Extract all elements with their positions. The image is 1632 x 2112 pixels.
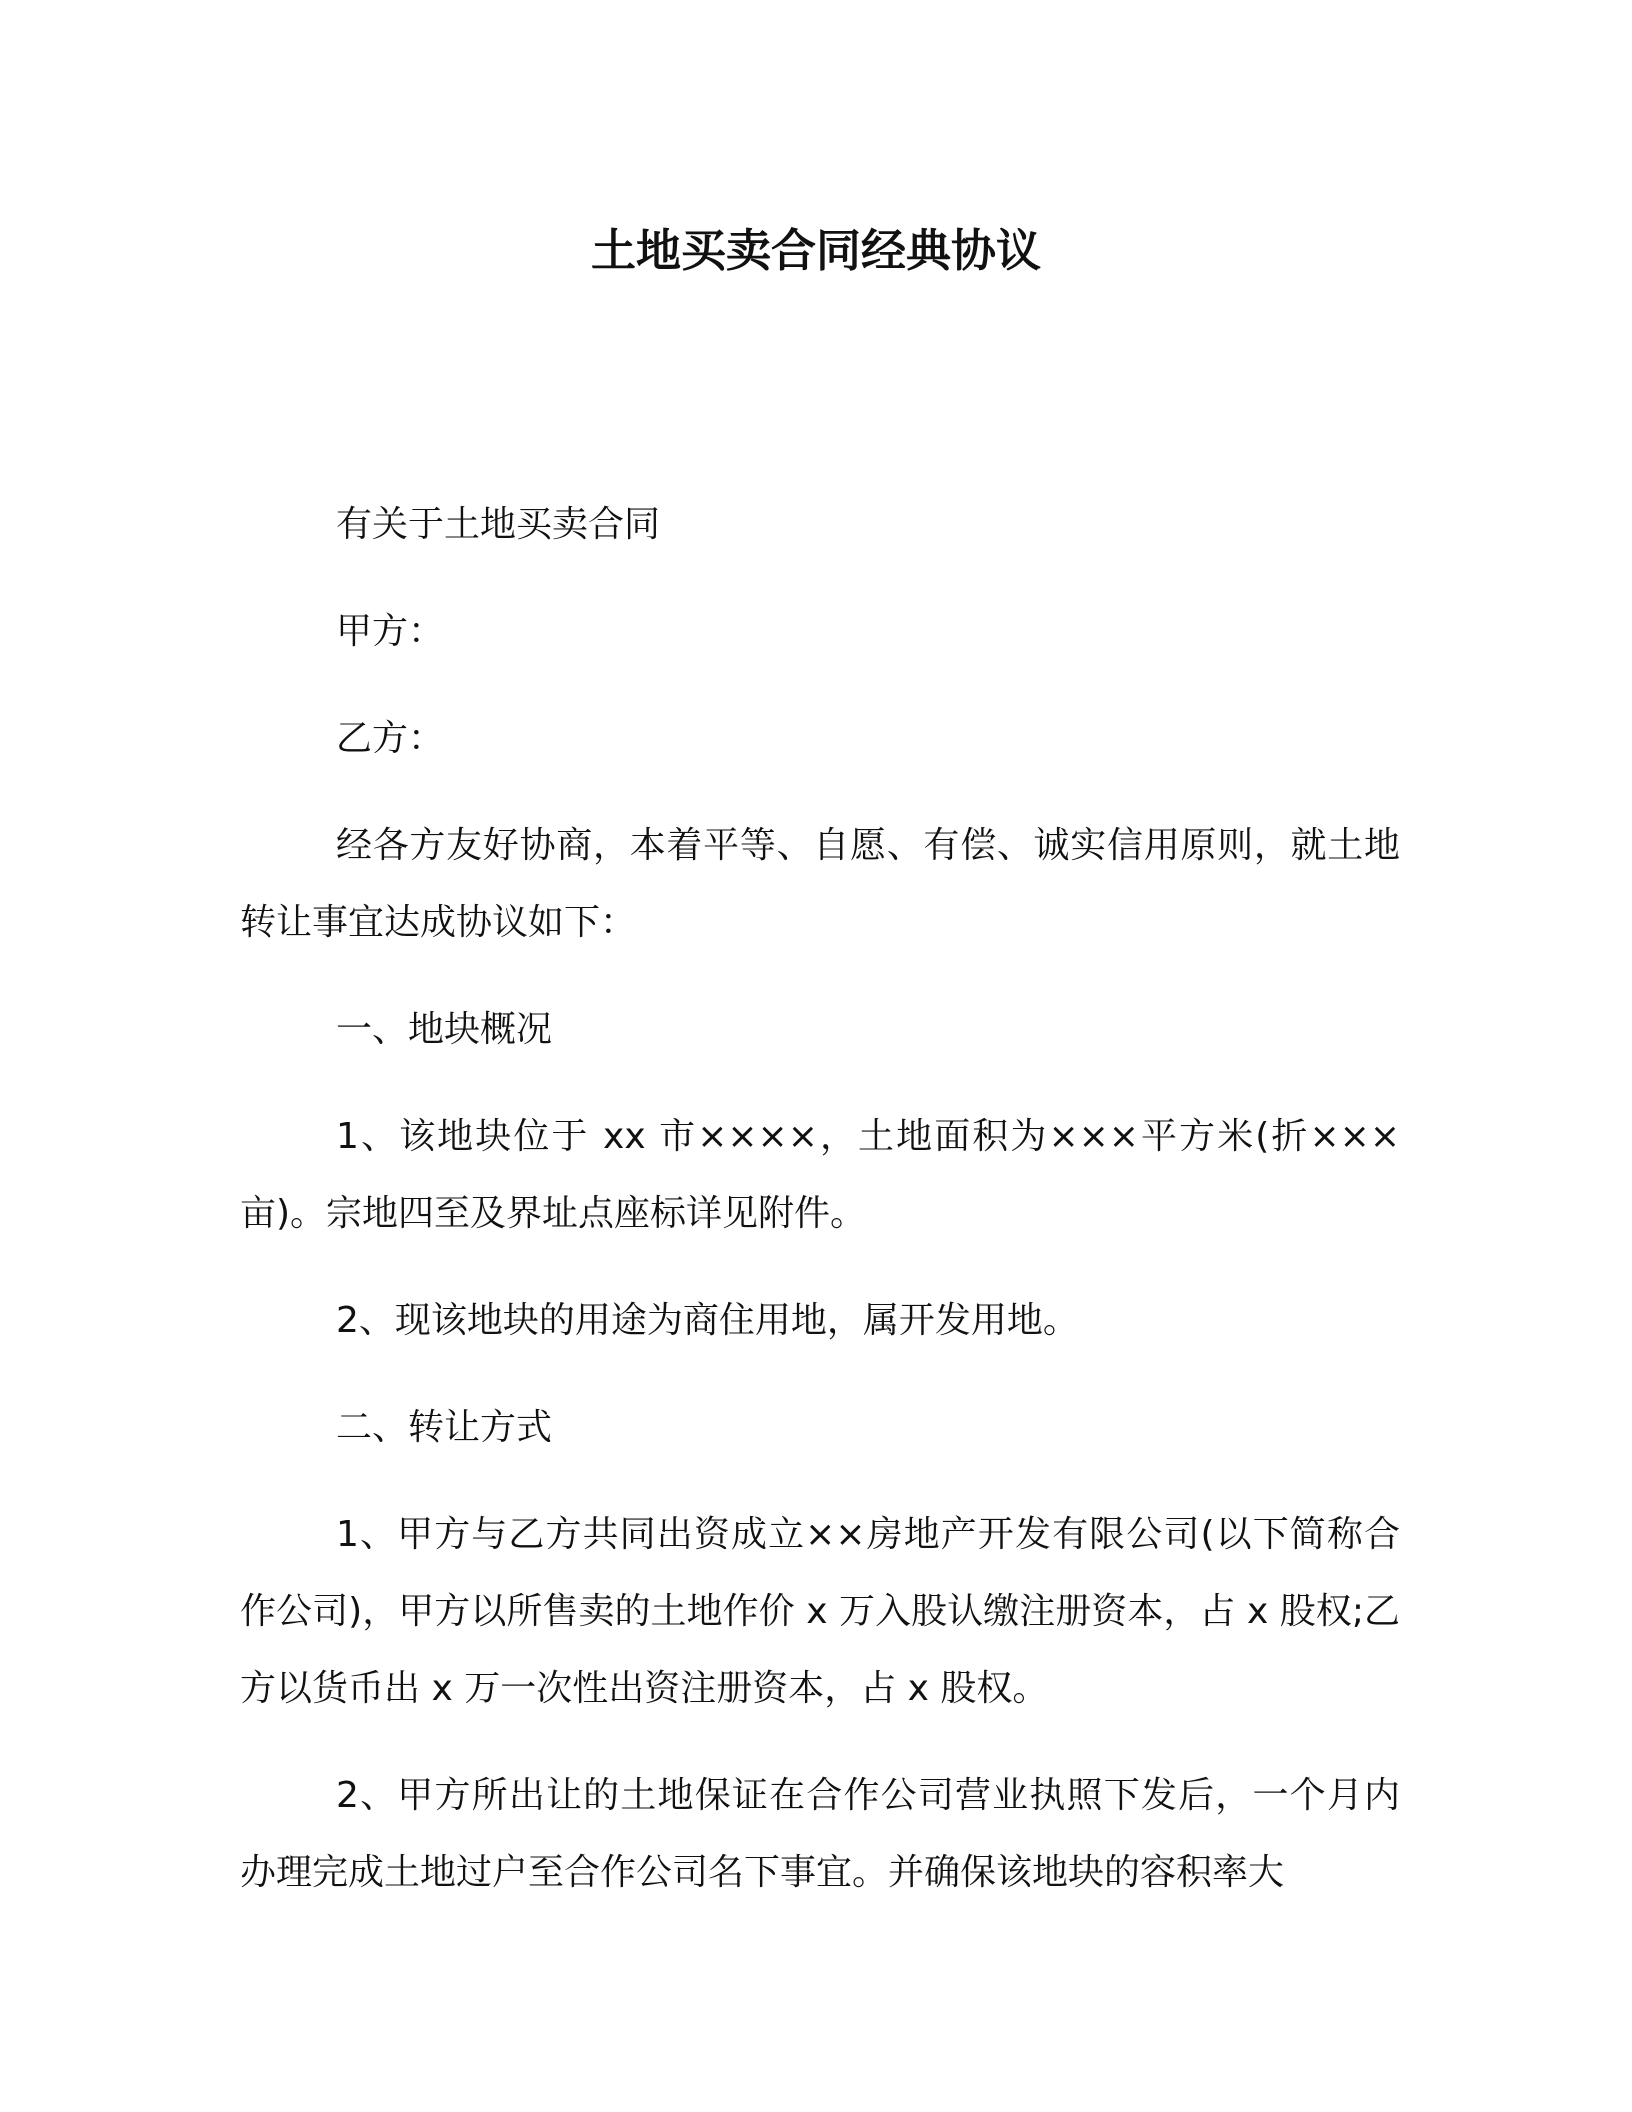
paragraph-party-b: 乙方： [336,718,445,759]
paragraph-intro: 有关于土地买卖合同 [336,504,661,545]
paragraph-preamble: 经各方友好协商，本着平等、自愿、有偿、诚实信用原则，就土地转让事宜达成协议如下： [240,825,1400,943]
document-title: 土地买卖合同经典协议 [590,224,1041,277]
clause-2-2: 2、甲方所出让的土地保证在合作公司营业执照下发后，一个月内办理完成土地过户至合作公司名下事宜。并确保该地块的容积率大 [240,1775,1400,1893]
section-heading-1: 一、地块概况 [336,1009,553,1050]
clause-1-2: 2、现该地块的用途为商住用地，属开发用地。 [336,1300,1079,1341]
clause-1-1: 1、该地块位于 xx 市××××，土地面积为×××平方米(折×××亩)。宗地四至及界址点座标详见附件。 [240,1116,1400,1234]
document-body [240,486,1400,1941]
paragraph-party-a: 甲方： [336,611,445,652]
clause-2-1: 1、甲方与乙方共同出资成立××房地产开发有限公司(以下简称合作公司)，甲方以所售卖的土地作价 x 万入股认缴注册资本，占 x 股权;乙方以货币出 x 万一次性出资注册资本，占 x 股权。 [240,1514,1400,1709]
section-heading-2: 二、转让方式 [336,1407,553,1448]
